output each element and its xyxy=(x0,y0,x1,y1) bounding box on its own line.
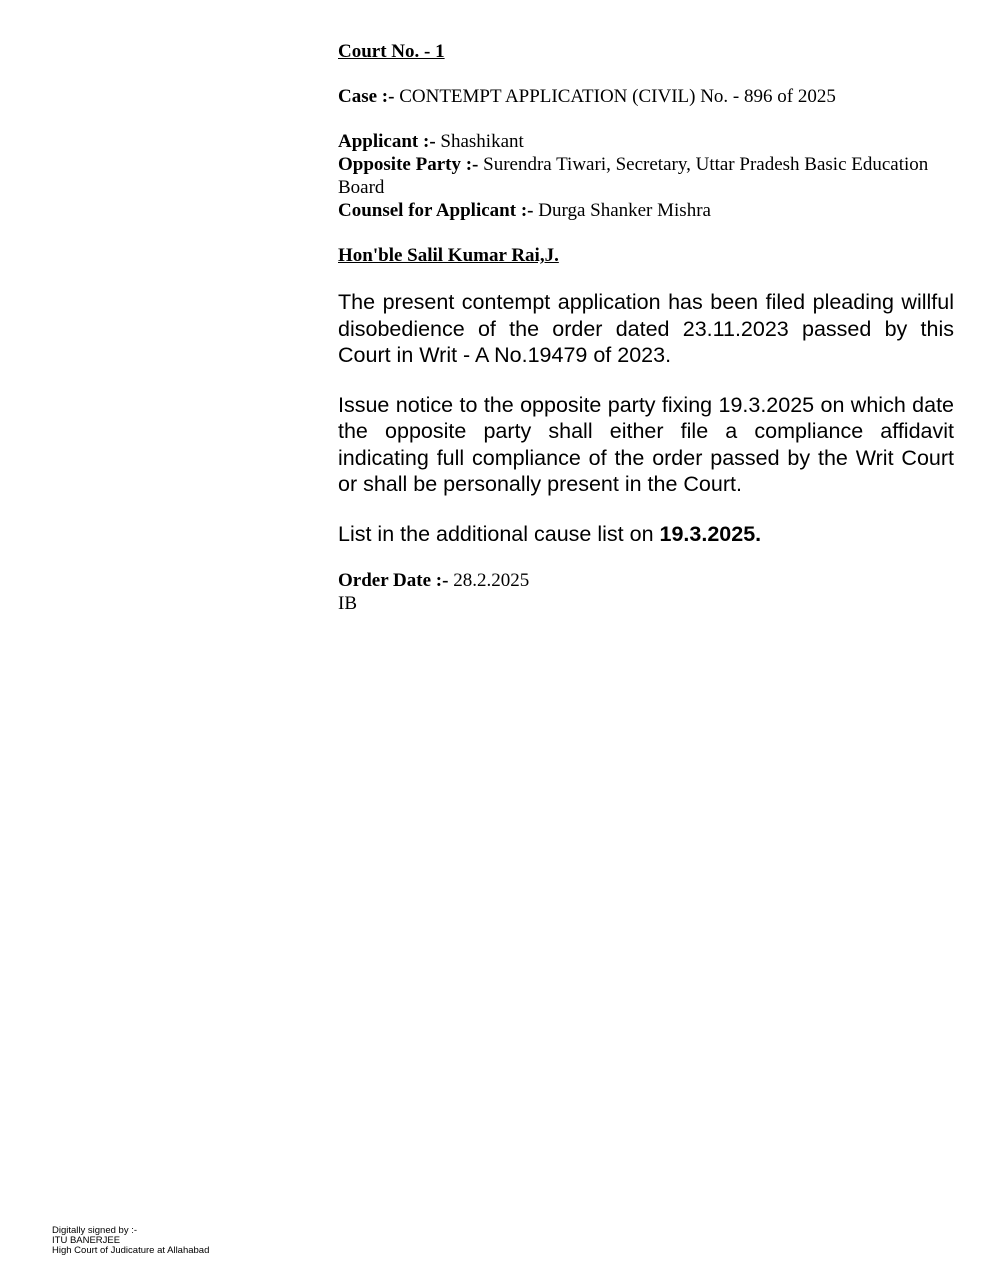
opposite-party-line xyxy=(338,153,958,199)
counsel-label: Counsel for Applicant :- xyxy=(338,200,534,221)
case-value: CONTEMPT APPLICATION (CIVIL) No. - 896 of 2025 xyxy=(399,86,836,107)
order-paragraph-2: Issue notice to the opposite party fixing 19.3.2025 on which date the opposite party shall either file a compliance affidavit indicating full compliance of the order passed by the Writ Court or shall be personally present in the Court. xyxy=(338,392,954,496)
opposite-party-value: Surendra Tiwari, Secretary, Uttar Pradesh Basic Education Board xyxy=(338,154,929,198)
signature-court: High Court of Judicature at Allahabad xyxy=(52,1245,210,1256)
case-label: Case :- xyxy=(338,86,395,107)
counsel-value: Durga Shanker Mishra xyxy=(538,200,711,221)
order-date-value: 28.2.2025 xyxy=(453,570,530,591)
signature-line-1: Digitally signed by :- xyxy=(52,1225,138,1236)
applicant-line xyxy=(338,130,958,153)
court-number: Court No. - 1 xyxy=(338,41,445,62)
order-paragraph-1: The present contempt application has been filed pleading willful disobedience of the order dated 23.11.2023 passed by this Court in Writ - A No.19479 of 2023. xyxy=(338,290,954,367)
judge-name: Hon'ble Salil Kumar Rai,J. xyxy=(338,245,559,266)
listing-date: 19.3.2025. xyxy=(659,521,762,546)
case-header xyxy=(338,40,958,267)
listing-text: List in the additional cause list on xyxy=(338,521,660,546)
counsel-line xyxy=(338,199,958,222)
order-date-line xyxy=(338,569,958,592)
signature-name: ITU BANERJEE xyxy=(52,1235,121,1246)
initials: IB xyxy=(338,593,357,614)
applicant-label: Applicant :- xyxy=(338,131,436,152)
order-footer xyxy=(338,569,958,615)
digital-signature xyxy=(52,1226,209,1256)
opposite-party-label: Opposite Party :- xyxy=(338,154,479,175)
order-body xyxy=(338,289,954,570)
case-line xyxy=(338,85,958,108)
order-paragraph-3 xyxy=(338,521,954,548)
order-date-label: Order Date :- xyxy=(338,570,449,591)
applicant-value: Shashikant xyxy=(440,131,524,152)
